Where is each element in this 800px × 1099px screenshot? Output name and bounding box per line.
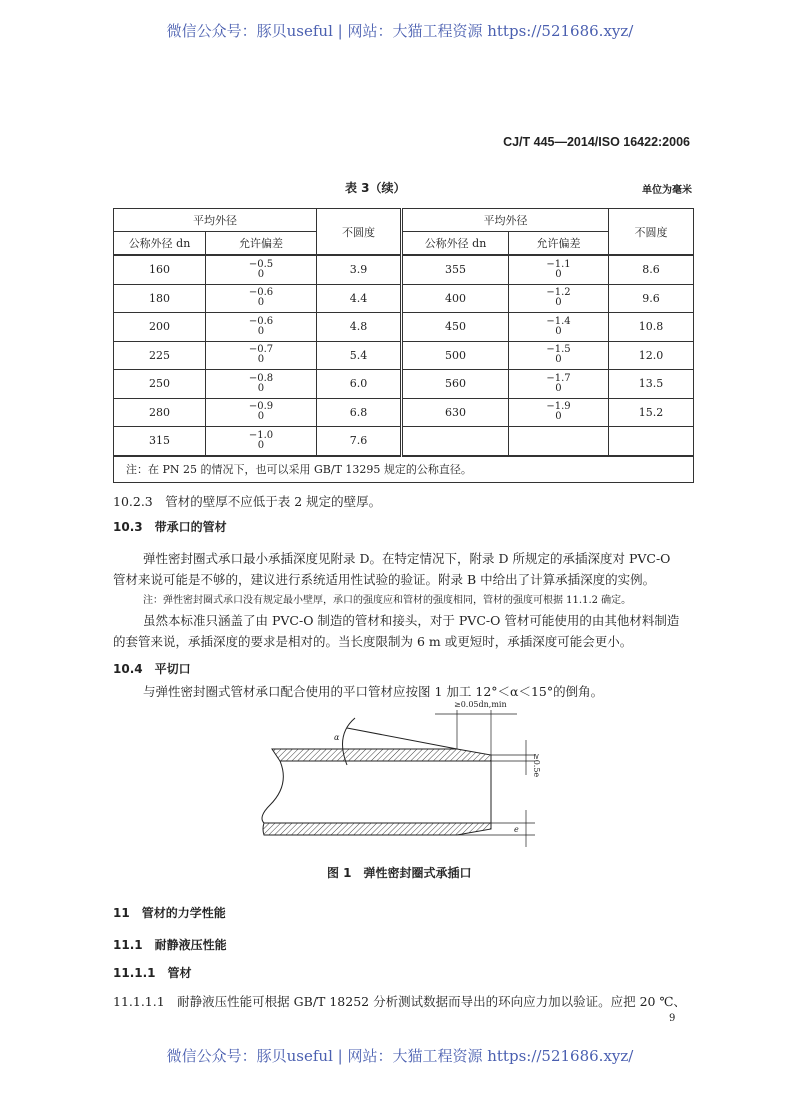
tolerance-value [546,402,570,422]
tolerance-upper: −1.9 [546,401,571,413]
header-tolerance-right: 允许偏差 [509,232,609,256]
cell-nominal-right: 630 [402,398,509,427]
cell-tolerance-right [509,255,609,284]
cell-tolerance-left [206,398,317,427]
tolerance-upper: −0.7 [248,344,274,356]
table-row [114,398,694,427]
cell-tolerance-right [509,370,609,399]
document-header: CJ/T 445—2014/ISO 16422:2006 [503,135,690,149]
cell-tolerance-left [206,255,317,284]
tolerance-upper: −1.0 [248,429,274,441]
table-note: 注：在 PN 25 的情况下，也可以采用 GB/T 13295 规定的公称直径。 [114,456,694,483]
tolerance-value [249,288,273,308]
tolerance-upper: −1.7 [546,372,571,384]
cell-tolerance-left [206,427,317,456]
cell-ovality-right: 9.6 [609,284,694,313]
tolerance-value [546,288,570,308]
tolerance-value [249,374,273,394]
tolerance-upper: −1.1 [546,258,571,270]
heading-11-1: 11.1 耐静液压性能 [113,938,227,952]
clause-11-1-1-1: 11.1.1.1 耐静液压性能可根据 GB/T 18252 分析测试数据而导出的环向应力加以验证。应把 20 ℃、 [113,994,686,1009]
table-unit: 单位为毫米 [642,185,692,196]
table-title: 表 3（续） [345,181,406,195]
note-10-3: 注：弹性密封圈式承口没有规定最小壁厚，承口的强度应和管材的强度相同，管材的强度可根据 11.1.2 确定。 [143,595,632,606]
table-row [114,427,694,456]
cell-nominal-left: 180 [114,284,206,313]
cell-ovality-right: 10.8 [609,313,694,342]
tolerance-lower: 0 [555,354,562,366]
cell-tolerance-right [509,341,609,370]
tolerance-value [546,317,570,337]
tolerance-lower: 0 [555,297,562,309]
tolerance-upper: −1.5 [546,344,571,356]
cell-ovality-left: 6.8 [317,398,402,427]
cell-tolerance-left [206,341,317,370]
cell-ovality-left: 6.0 [317,370,402,399]
cell-nominal-right: 560 [402,370,509,399]
tolerance-upper: −1.4 [546,315,571,327]
figure-spigot-chamfer [250,695,570,865]
tolerance-value [249,317,273,337]
watermark-top: 微信公众号：豚贝useful | 网站：大猫工程资源 https://521686.xyz/ [166,22,634,40]
cell-tolerance-right [509,427,609,456]
tolerance-lower: 0 [257,297,265,309]
tolerance-lower: 0 [257,268,265,280]
para-10-3-2a: 虽然本标准只涵盖了由 PVC-O 制造的管材和接头，对于 PVC-O 管材可能使用的由其他材料制造 [143,613,680,628]
tolerance-value [546,345,570,365]
cell-tolerance-right [509,284,609,313]
cell-nominal-left: 200 [114,313,206,342]
cell-tolerance-left [206,370,317,399]
cell-nominal-left: 315 [114,427,206,456]
cell-nominal-right: 355 [402,255,509,284]
table-row [114,370,694,399]
table-row [114,284,694,313]
clause-10-2-3: 10.2.3 管材的壁厚不应低于表 2 规定的壁厚。 [113,494,382,509]
cell-nominal-right: 450 [402,313,509,342]
tolerance-value [249,431,273,451]
cell-ovality-right: 15.2 [609,398,694,427]
tolerance-upper: −0.6 [248,287,274,299]
page-number: 9 [669,1013,676,1024]
cell-ovality-right: 8.6 [609,255,694,284]
cell-nominal-left: 250 [114,370,206,399]
cell-nominal-left: 160 [114,255,206,284]
dim-chamfer-length: ≥0.05dn,min [454,700,507,709]
header-ovality-left: 不圆度 [317,209,402,256]
cell-ovality-left: 5.4 [317,341,402,370]
tolerance-value [249,402,273,422]
watermark-bottom: 微信公众号：豚贝useful | 网站：大猫工程资源 https://521686.xyz/ [166,1047,634,1065]
cell-tolerance-left [206,313,317,342]
cell-ovality-left: 3.9 [317,255,402,284]
cell-tolerance-right [509,313,609,342]
tolerance-upper: −1.2 [546,287,571,299]
tolerance-lower: 0 [555,268,562,280]
cell-nominal-left: 280 [114,398,206,427]
tolerance-value [546,260,570,280]
heading-11: 11 管材的力学性能 [113,906,226,920]
heading-10-3: 10.3 带承口的管材 [113,520,227,534]
header-mean-od-right: 平均外径 [402,209,609,232]
tolerance-value [249,260,273,280]
cell-tolerance-left [206,284,317,313]
tolerance-value [249,345,273,365]
tolerance-lower: 0 [555,411,562,423]
cell-ovality-left: 7.6 [317,427,402,456]
header-tolerance-left: 允许偏差 [206,232,317,256]
table-row [114,255,694,284]
cell-ovality-left: 4.4 [317,284,402,313]
label-alpha: α [334,733,340,742]
figure-caption: 图 1 弹性密封圈式承插口 [327,866,472,880]
cell-ovality-right: 12.0 [609,341,694,370]
cell-nominal-left: 225 [114,341,206,370]
cell-ovality-right: 13.5 [609,370,694,399]
header-nominal-left: 公称外径 dn [114,232,206,256]
para-10-4: 与弹性密封圈式管材承口配合使用的平口管材应按图 1 加工 12°＜α＜15°的倒角。 [143,684,604,699]
cell-nominal-right [402,427,509,456]
tolerance-upper: −0.9 [248,401,274,413]
tolerance-lower: 0 [257,439,265,451]
tolerance-lower: 0 [257,354,265,366]
cell-ovality-left: 4.8 [317,313,402,342]
para-10-3-2b: 的套管来说，承插深度的要求是相对的。当长度限制为 6 m 或更短时，承插深度可能会更小。 [113,634,633,649]
para-10-3-1a: 弹性密封圈式承口最小承插深度见附录 D。在特定情况下，附录 D 所规定的承插深度对 PVC-O [143,551,671,566]
header-ovality-right: 不圆度 [609,209,694,256]
dim-wall-fraction: ≥0.5e [532,753,541,778]
cell-tolerance-right [509,398,609,427]
dimension-table [113,208,694,483]
header-mean-od-left: 平均外径 [114,209,317,232]
header-nominal-right: 公称外径 dn [402,232,509,256]
tolerance-lower: 0 [555,382,562,394]
cell-nominal-right: 400 [402,284,509,313]
tolerance-upper: −0.6 [248,315,274,327]
tolerance-lower: 0 [257,325,265,337]
table-row [114,341,694,370]
label-wall-e: e [514,825,519,834]
tolerance-lower: 0 [257,382,265,394]
tolerance-value [546,374,570,394]
tolerance-upper: −0.5 [248,258,274,270]
tolerance-lower: 0 [555,325,562,337]
heading-10-4: 10.4 平切口 [113,662,191,676]
cell-ovality-right [609,427,694,456]
heading-11-1-1: 11.1.1 管材 [113,966,192,980]
tolerance-upper: −0.8 [248,372,274,384]
cell-nominal-right: 500 [402,341,509,370]
table-row [114,313,694,342]
para-10-3-1b: 管材来说可能是不够的，建议进行系统适用性试验的验证。附录 B 中给出了计算承插深度的实例。 [113,572,656,587]
tolerance-lower: 0 [257,411,265,423]
